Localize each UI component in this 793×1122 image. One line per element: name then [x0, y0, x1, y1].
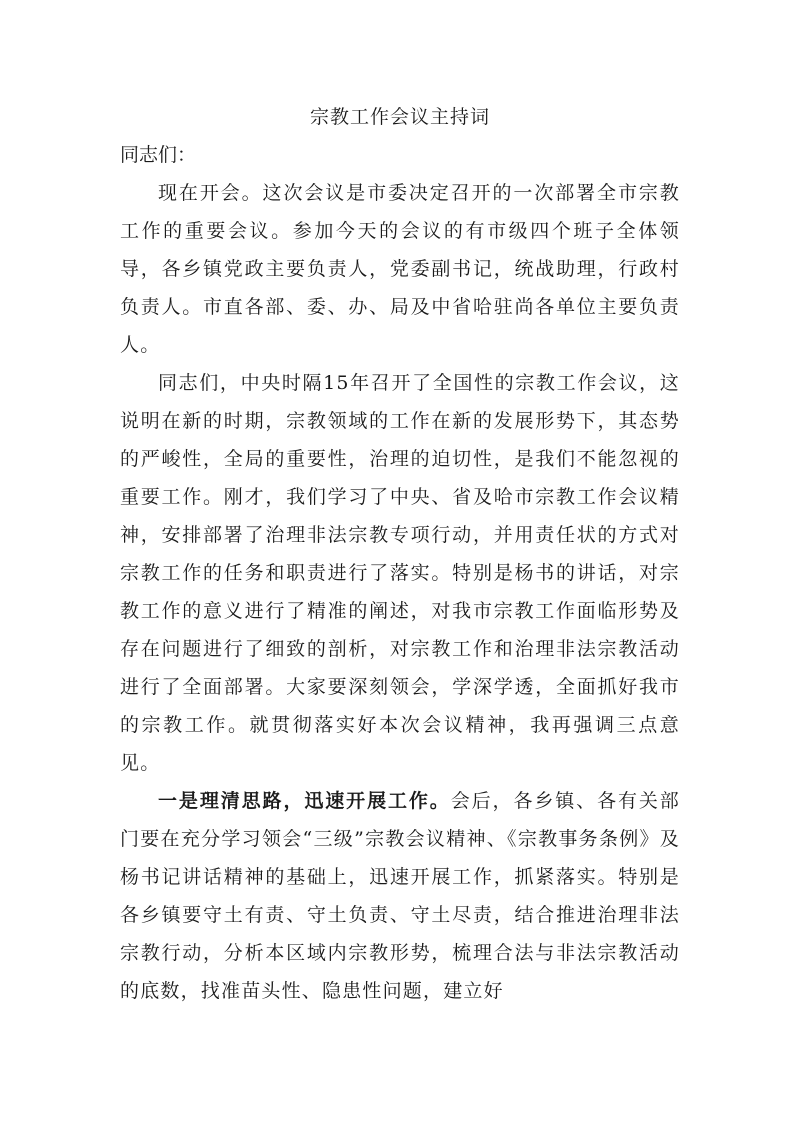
- paragraph-text: 同志们，中央时隔15年召开了全国性的宗教工作会议，这说明在新的时期，宗教领域的工作在新的发展形势下，其态势的严峻性，全局的重要性，治理的迫切性，是我们不能忽视的重要工作。刚才，我们学习了中央、省及哈市宗教工作会议精神，安排部署了治理非法宗教专项行动，并用责任状的方式对宗教工作的任务和职责进行了落实。特别是杨书的讲话，对宗教工作的意义进行了精准的阐述，对我市宗教工作面临形势及存在问题进行了细致的剖析，对宗教工作和治理非法宗教活动进行了全面部署。大家要深刻领会，学深学透，全面抓好我市的宗教工作。就贯彻落实好本次会议精神，我再强调三点意见。: [120, 372, 680, 774]
- paragraph-lead: 一是理清思路，迅速开展工作。: [158, 790, 451, 812]
- salutation: 同志们：: [120, 144, 197, 166]
- paragraph-text: 会后，各乡镇、各有关部门要在充分学习领会“三级”宗教会议精神、《宗教事务条例》及杨书记讲话精神的基础上，迅速开展工作，抓紧落实。特别是各乡镇要守土有责、守土负责、守土尽责，结合推进治理非法宗教行动，分析本区域内宗教形势，梳理合法与非法宗教活动的底数，找准苗头性、隐患性问题，建立好: [120, 790, 680, 1002]
- document-page: [120, 98, 680, 1010]
- document-title: 宗教工作会议主持词: [309, 106, 490, 128]
- paragraph-opening: [120, 174, 680, 364]
- paragraph-background: [120, 364, 680, 782]
- paragraph-text: 现在开会。这次会议是市委决定召开的一次部署全市宗教工作的重要会议。参加今天的会议的有市级四个班子全体领导，各乡镇党政主要负责人，党委副书记，统战助理，行政村负责人。市直各部、委、办、局及中省哈驻尚各单位主要负责人。: [120, 182, 680, 356]
- paragraph-point-one: [120, 782, 680, 1010]
